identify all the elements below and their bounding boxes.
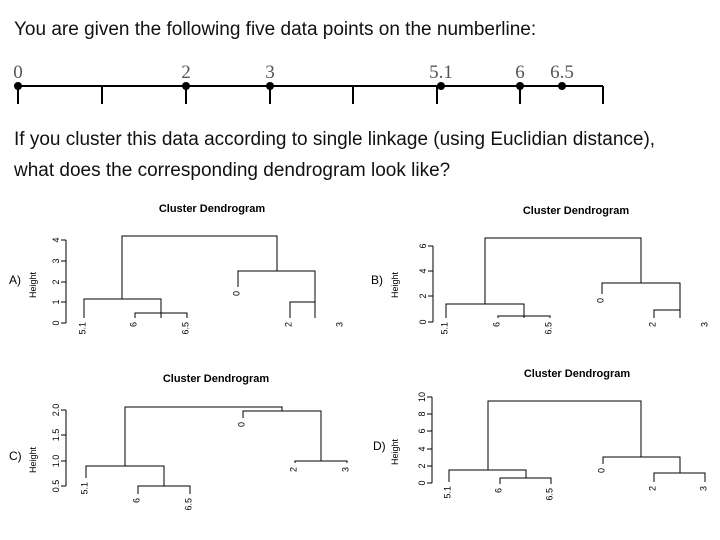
leaf-label: 6 [491, 322, 502, 328]
dendrogram-option-c [9, 373, 350, 511]
leaf-label: 2 [288, 467, 299, 473]
y-tick-label: 4 [417, 446, 427, 452]
question-prompt-line1: If you cluster this data according to single linkage (using Euclidian distance), [14, 129, 656, 150]
dendrogram-title: Cluster Dendrogram [523, 368, 631, 380]
dendrogram-merge [125, 407, 282, 466]
y-tick-label: 6 [418, 243, 428, 249]
numberline-label: 6 [515, 62, 525, 83]
y-tick-label: 2 [417, 463, 427, 469]
numberline-point [266, 82, 274, 90]
dendrogram-title: Cluster Dendrogram [162, 373, 270, 385]
numberline-label: 3 [265, 62, 275, 83]
y-tick-label: 4 [51, 237, 61, 243]
option-letter-c: C) [9, 449, 22, 463]
y-tick-label: 10 [417, 391, 427, 403]
numberline-label: 6.5 [550, 62, 574, 83]
numberline-point [516, 82, 524, 90]
dendrogram-option-d [373, 368, 708, 501]
dendrogram-merge [243, 411, 321, 461]
y-tick-label: 1.0 [51, 454, 61, 468]
leaf-label: 5.1 [79, 482, 90, 495]
dendrogram-merge [602, 283, 680, 310]
leaf-label: 2 [283, 322, 294, 328]
leaf-label: 3 [334, 322, 345, 328]
leaf-label: 3 [698, 486, 709, 492]
dendrogram-merge [84, 299, 161, 318]
y-tick-label: 6 [417, 428, 427, 434]
dendrogram-title: Cluster Dendrogram [158, 203, 266, 215]
leaf-label: 6.5 [544, 488, 555, 501]
y-tick-label: 3 [51, 258, 61, 264]
leaf-label: 6 [131, 498, 142, 504]
leaf-label: 0 [231, 291, 242, 297]
numberline-point [437, 82, 445, 90]
question-intro: You are given the following five data points on the numberline: [14, 19, 537, 40]
y-tick-label: 8 [417, 411, 427, 417]
dendrogram-merge [290, 302, 315, 318]
leaf-label: 2 [647, 322, 658, 328]
y-tick-label: 0.5 [51, 479, 61, 493]
leaf-label: 3 [340, 467, 351, 473]
y-axis-label: Height [390, 271, 400, 299]
leaf-label: 0 [236, 422, 247, 428]
y-tick-label: 0 [417, 480, 427, 486]
numberline-label: 5.1 [429, 62, 453, 83]
dendrogram-merge [603, 457, 680, 473]
dendrogram-merge [654, 473, 705, 482]
question-prompt-line2: what does the corresponding dendrogram look like? [14, 160, 451, 181]
dendrogram-merge [86, 466, 164, 486]
numberline-point [558, 82, 566, 90]
y-tick-label: 2 [418, 293, 428, 299]
leaf-label: 6.5 [180, 322, 191, 335]
leaf-label: 2 [647, 486, 658, 492]
y-tick-label: 2 [51, 279, 61, 285]
numberline-point [182, 82, 190, 90]
y-axis-label: Height [28, 446, 38, 474]
dendrogram-merge [122, 236, 277, 299]
leaf-label: 3 [699, 322, 710, 328]
dendrogram-merge [654, 310, 680, 318]
dendrogram-merge [488, 401, 641, 470]
y-tick-label: 1 [51, 299, 61, 305]
y-axis-label: Height [28, 271, 38, 299]
y-tick-label: 4 [418, 268, 428, 274]
numberline-point [14, 82, 22, 90]
y-tick-label: 0 [418, 319, 428, 325]
leaf-label: 5.1 [439, 322, 450, 335]
dendrogram-merge [500, 478, 551, 484]
numberline [13, 62, 603, 104]
numberline-label: 2 [181, 62, 191, 83]
y-tick-label: 2.0 [51, 403, 61, 417]
y-axis-label: Height [390, 438, 400, 466]
leaf-label: 6.5 [543, 322, 554, 335]
y-tick-label: 1.5 [51, 428, 61, 442]
option-letter-b: B) [371, 273, 383, 287]
option-letter-d: D) [373, 439, 386, 453]
dendrogram-merge [295, 461, 347, 463]
dendrogram-title: Cluster Dendrogram [522, 205, 630, 217]
leaf-label: 6 [128, 322, 139, 328]
dendrogram-merge [485, 238, 641, 304]
dendrogram-merge [449, 470, 526, 482]
dendrogram-merge [138, 486, 190, 494]
dendrogram-merge [238, 271, 315, 302]
numberline-label: 0 [13, 62, 23, 83]
dendrogram-option-a [9, 203, 344, 335]
leaf-label: 5.1 [442, 486, 453, 499]
leaf-label: 5.1 [77, 322, 88, 335]
leaf-label: 6.5 [183, 498, 194, 511]
leaf-label: 0 [595, 298, 606, 304]
leaf-label: 6 [493, 488, 504, 494]
dendrogram-option-b [371, 205, 709, 335]
y-tick-label: 0 [51, 320, 61, 326]
option-letter-a: A) [9, 273, 21, 287]
leaf-label: 0 [596, 468, 607, 474]
